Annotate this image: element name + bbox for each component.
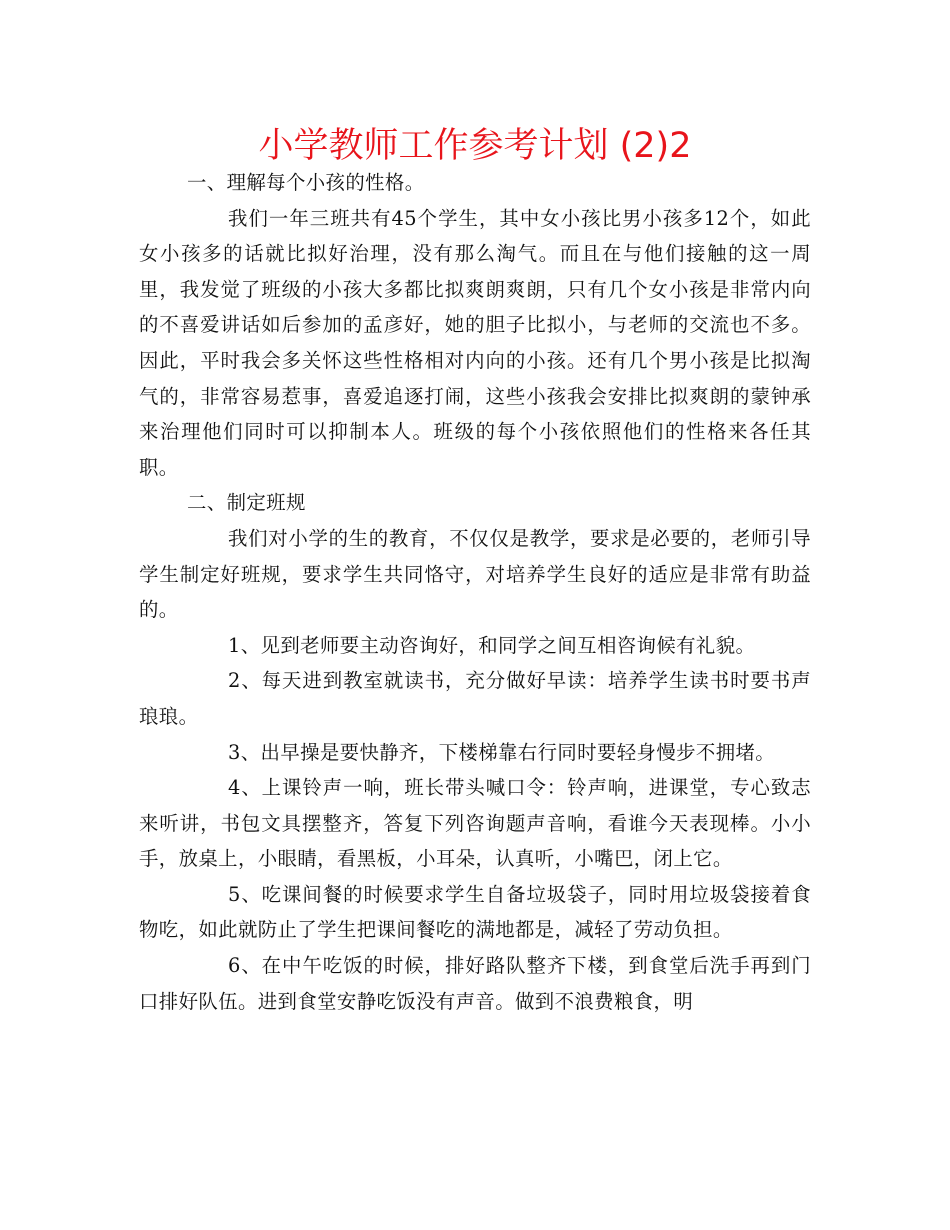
paragraph-class-intro: 我们一年三班共有45个学生，其中女小孩比男小孩多12个，如此女小孩多的话就比拟好治理，没有那么淘气。而且在与他们接触的这一周里，我发觉了班级的小孩大多都比拟爽朗爽朗，只有几个女小孩是非常内向的不喜爱讲话如后参加的孟彦好，她的胆子比拟小，与老师的交流也不多。因此，平时我会多关怀这些性格相对内向的小孩。还有几个男小孩是比拟淘气的，非常容易惹事，喜爱追逐打闹，这些小孩我会安排比拟爽朗的蒙钟承来治理他们同时可以抑制本人。班级的每个小孩依照他们的性格来各任其职。 xyxy=(139,206,811,479)
rule-item-2: 2、每天进到教室就读书，充分做好早读：培养学生读书时要书声琅琅。 xyxy=(139,669,811,728)
section-heading-1: 一、理解每个小孩的性格。 xyxy=(187,171,425,194)
document-body xyxy=(139,165,811,1019)
paragraph-class-rules: 我们对小学的生的教育，不仅仅是教学，要求是必要的，老师引导学生制定好班规，要求学生共同恪守，对培养学生良好的适应是非常有助益的。 xyxy=(139,526,811,622)
section-heading-2: 二、制定班规 xyxy=(187,491,306,515)
rule-item-1: 1、见到老师要主动咨询好，和同学之间互相咨询候有礼貌。 xyxy=(228,633,756,657)
rule-item-6: 6、在中午吃饭的时候，排好路队整齐下楼，到食堂后洗手再到门口排好队伍。进到食堂安静吃饭没有声音。做到不浪费粮食，明 xyxy=(139,954,811,1013)
rule-item-4: 4、上课铃声一响，班长带头喊口令：铃声响，进课堂，专心致志来听讲，书包文具摆整齐，答复下列咨询题声音响，看谁今天表现棒。小小手，放桌上，小眼睛，看黑板，小耳朵，认真听，小嘴巴，闭上它。 xyxy=(139,776,811,871)
rule-item-3: 3、出早操是要快静齐，下楼梯靠右行同时要轻身慢步不拥堵。 xyxy=(228,740,776,764)
rule-item-5: 5、吃课间餐的时候要求学生自备垃圾袋子，同时用垃圾袋接着食物吃，如此就防止了学生把课间餐吃的满地都是，减轻了劳动负担。 xyxy=(139,882,811,942)
document-title: 小学教师工作参考计划 (2)2 xyxy=(258,126,692,166)
